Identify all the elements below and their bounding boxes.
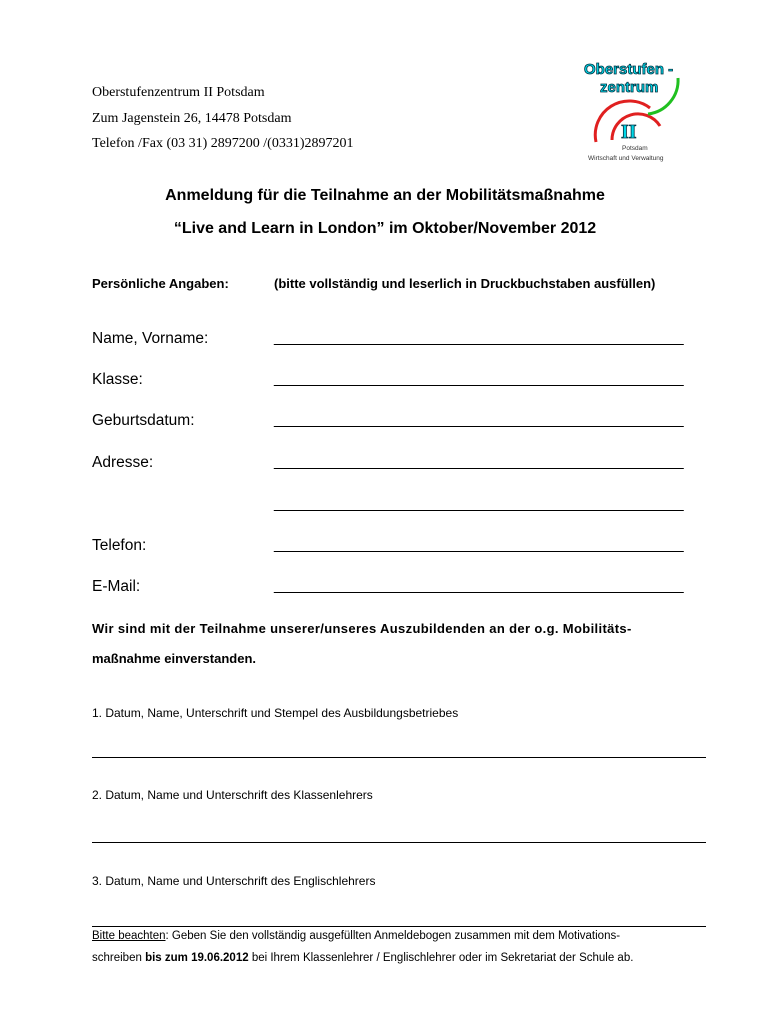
signature-english-teacher-line[interactable] <box>92 926 706 927</box>
school-name: Oberstufenzentrum II Potsdam <box>92 85 265 100</box>
logo-sub2: Wirtschaft und Verwaltung <box>588 155 664 162</box>
personal-info-label: Persönliche Angaben: <box>92 276 229 291</box>
note-deadline: bis zum 19.06.2012 <box>145 952 249 964</box>
logo-sub1: Potsdam <box>622 145 648 152</box>
personal-info-hint: (bitte vollständig und leserlich in Druckbuchstaben ausfüllen) <box>274 276 656 291</box>
birthdate-field[interactable]: ___________________________________________________ <box>274 411 684 428</box>
note-line1 <box>92 930 620 942</box>
address-label: Adresse: <box>92 454 154 471</box>
phone-field[interactable]: ___________________________________________________ <box>274 536 684 553</box>
name-field[interactable]: ___________________________________________________ <box>274 329 684 346</box>
signature-company-line[interactable] <box>92 757 706 758</box>
class-label: Klasse: <box>92 371 143 388</box>
phone-label: Telefon: <box>92 537 147 554</box>
name-label: Name, Vorname: <box>92 330 209 347</box>
signature-company-label: 1. Datum, Name, Unterschrift und Stempel des Ausbildungsbetriebes <box>92 706 459 720</box>
class-field[interactable]: ___________________________________________________ <box>274 370 684 387</box>
form-title-line2: “Live and Learn in London” im Oktober/November 2012 <box>173 220 597 237</box>
address-field-2[interactable]: ___________________________________________________ <box>274 495 684 512</box>
consent-line2: maßnahme einverstanden. <box>92 651 256 666</box>
school-phone: Telefon /Fax (03 31) 2897200 /(0331)2897201 <box>92 136 354 151</box>
signature-english-teacher-label: 3. Datum, Name und Unterschrift des Englischlehrers <box>92 874 376 888</box>
email-field[interactable]: ___________________________________________________ <box>274 577 684 594</box>
note-label: Bitte beachten <box>92 930 166 942</box>
consent-line1: Wir sind mit der Teilnahme unserer/unseres Auszubildenden an der o.g. Mobilitäts- <box>92 621 632 636</box>
email-label: E-Mail: <box>92 578 141 595</box>
birthdate-label: Geburtsdatum: <box>92 412 195 429</box>
logo-line1: Oberstufen - <box>584 61 674 78</box>
address-field-1[interactable]: ___________________________________________________ <box>274 453 684 470</box>
signature-class-teacher-label: 2. Datum, Name und Unterschrift des Klassenlehrers <box>92 788 373 802</box>
school-address: Zum Jagenstein 26, 14478 Potsdam <box>92 111 292 126</box>
note-text2a: schreiben <box>92 952 146 964</box>
note-line2 <box>92 952 633 964</box>
note-text1: : Geben Sie den vollständig ausgefüllten Anmeldebogen zusammen mit dem Motivations- <box>165 930 621 942</box>
logo-line2: zentrum <box>600 79 659 96</box>
signature-class-teacher-line[interactable] <box>92 842 706 843</box>
logo-numeral: II <box>621 121 637 143</box>
school-logo <box>578 56 698 168</box>
logo-graphic <box>578 56 698 168</box>
note-text2b: bei Ihrem Klassenlehrer / Englischlehrer oder im Sekretariat der Schule ab. <box>248 952 634 964</box>
form-title-line1: Anmeldung für die Teilnahme an der Mobilitätsmaßnahme <box>165 187 605 204</box>
